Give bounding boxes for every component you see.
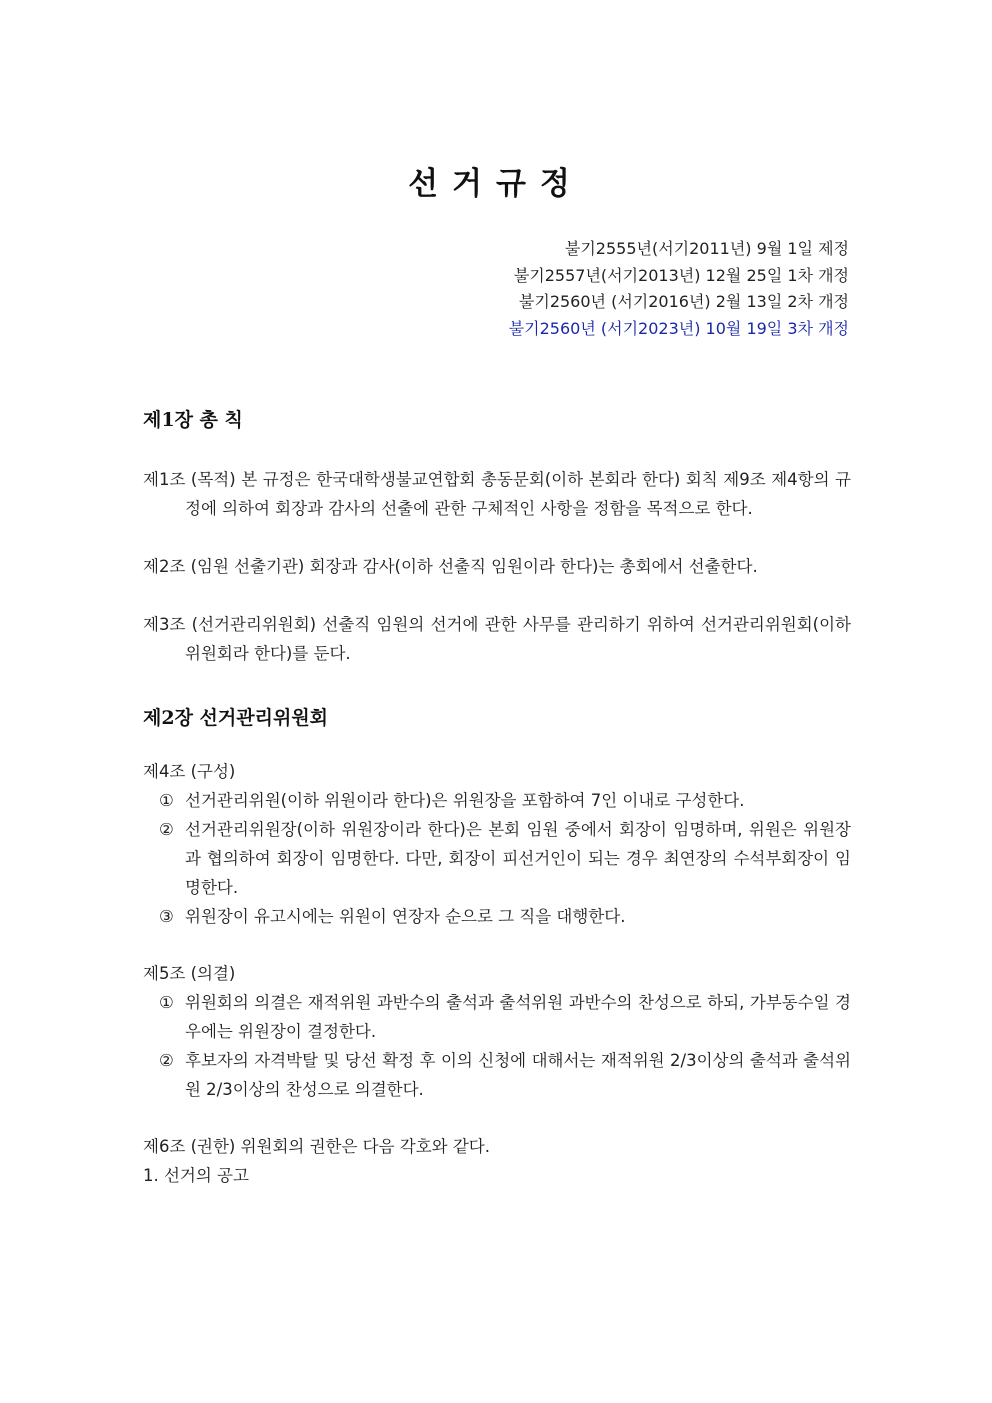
chapter-1-title: 제1장 총 칙 [143,409,243,431]
item-number: ② [159,1051,174,1070]
article-4-item [143,815,851,902]
revision-established: 불기2555년(서기2011년) 9월 1일 제정 [564,239,849,258]
document-body [143,400,851,1190]
article-3: 제3조 (선거관리위원회) 선출직 임원의 선거에 관한 사무를 관리하기 위하여 선거관리위원회(이하 위원회라 한다)를 둔다. [143,615,851,663]
article-6-item-1: 1. 선거의 공고 [143,1166,249,1185]
article-4-heading: 제4조 (구성) [143,762,236,781]
item-text: 위원장이 유고시에는 위원이 연장자 순으로 그 직을 대행한다. [185,907,626,926]
item-text: 후보자의 자격박탈 및 당선 확정 후 이의 신청에 대해서는 재적위원 2/3이상의 출석과 출석위원 2/3이상의 찬성으로 의결한다. [185,1051,851,1099]
article-5-item [143,1046,851,1104]
article-6-heading: 제6조 (권한) 위원회의 권한은 다음 각호와 같다. [143,1137,490,1156]
item-text: 선거관리위원장(이하 위원장이라 한다)은 본회 임원 중에서 회장이 임명하며, 위원은 위원장과 협의하여 회장이 임명한다. 다만, 회장이 피선거인이 되는 경우 최연장의 수석부회장이 임명한다. [185,820,851,897]
article-2: 제2조 (임원 선출기관) 회장과 감사(이하 선출직 임원이라 한다)는 총회에서 선출한다. [143,557,758,576]
revision-history [509,236,849,342]
revision-3: 불기2560년 (서기2023년) 10월 19일 3차 개정 [508,318,849,338]
article-4-item [143,902,851,931]
revision-1: 불기2557년(서기2013년) 12월 25일 1차 개정 [513,265,849,285]
item-text: 선거관리위원(이하 위원이라 한다)은 위원장을 포함하여 7인 이내로 구성한다. [185,791,745,810]
item-number: ① [159,993,174,1012]
revision-2: 불기2560년 (서기2016년) 2월 13일 2차 개정 [518,292,849,311]
article-5-item [143,988,851,1046]
article-4-item [143,786,851,815]
item-number: ③ [159,907,174,926]
document-title: 선거규정 [408,166,584,202]
item-number: ② [159,820,174,839]
item-text: 위원회의 의결은 재적위원 과반수의 출석과 출석위원 과반수의 찬성으로 하되, 가부동수일 경우에는 위원장이 결정한다. [185,993,851,1041]
chapter-2-title: 제2장 선거관리위원회 [143,707,329,729]
item-number: ① [159,791,174,810]
article-5-heading: 제5조 (의결) [143,964,236,983]
article-1: 제1조 (목적) 본 규정은 한국대학생불교연합회 총동문회(이하 본회라 한다) 회칙 제9조 제4항의 규정에 의하여 회장과 감사의 선출에 관한 구체적인 사항을 정함을 목적으로 한다. [143,470,851,518]
